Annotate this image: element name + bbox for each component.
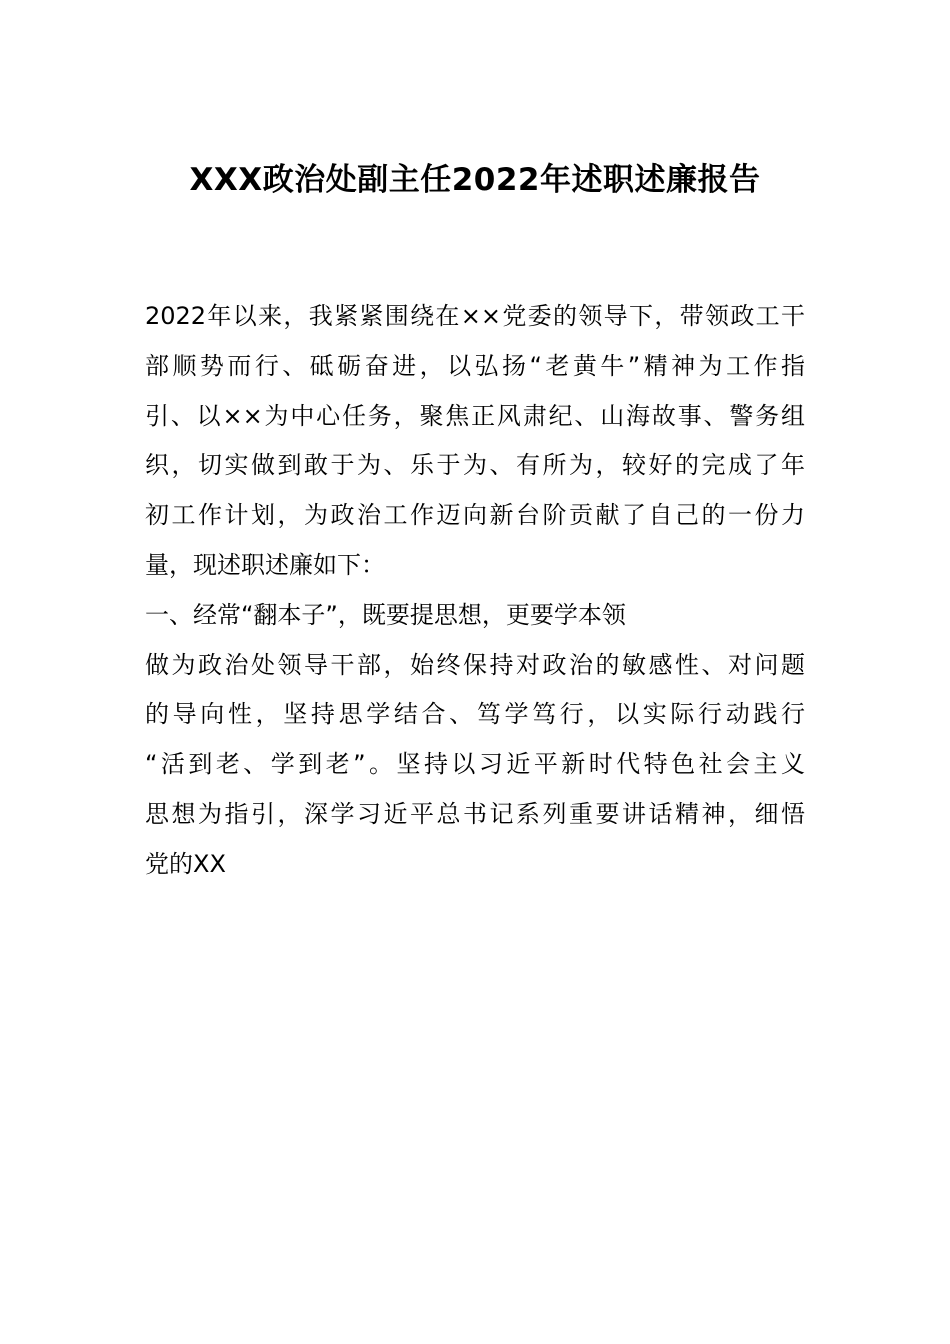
body-line-12: 党的XX (145, 849, 226, 878)
body-line-4: 织，切实做到敢于为、乐于为、有所为，较好的完成了年 (145, 451, 805, 480)
body-line-11: 思想为指引，深学习近平总书记系列重要讲话精神，细悟 (145, 799, 805, 828)
body-line-6: 量，现述职述廉如下： (145, 550, 385, 579)
body-line-1: 2022年以来，我紧紧围绕在××党委的领导下，带领政工干 (145, 302, 805, 330)
body-line-10: “活到老、学到老”。坚持以习近平新时代特色社会主义 (145, 750, 805, 779)
body-line-5: 初工作计划，为政治工作迈向新台阶贡献了自己的一份力 (145, 501, 805, 530)
body-line-9: 的导向性，坚持思学结合、笃学笃行，以实际行动践行 (145, 700, 805, 729)
body-line-8: 做为政治处领导干部，始终保持对政治的敏感性、对问题 (145, 650, 805, 679)
body-line-2: 部顺势而行、砥砺奋进，以弘扬“老黄牛”精神为工作指 (145, 351, 805, 380)
body-line-3: 引、以××为中心任务，聚焦正风肃纪、山海故事、警务组 (145, 401, 805, 430)
section-heading-1: 一、经常“翻本子”，既要提思想，更要学本领 (145, 600, 626, 629)
document-body (145, 292, 805, 890)
document-title: XXX政治处副主任2022年述职述廉报告 (189, 162, 761, 198)
